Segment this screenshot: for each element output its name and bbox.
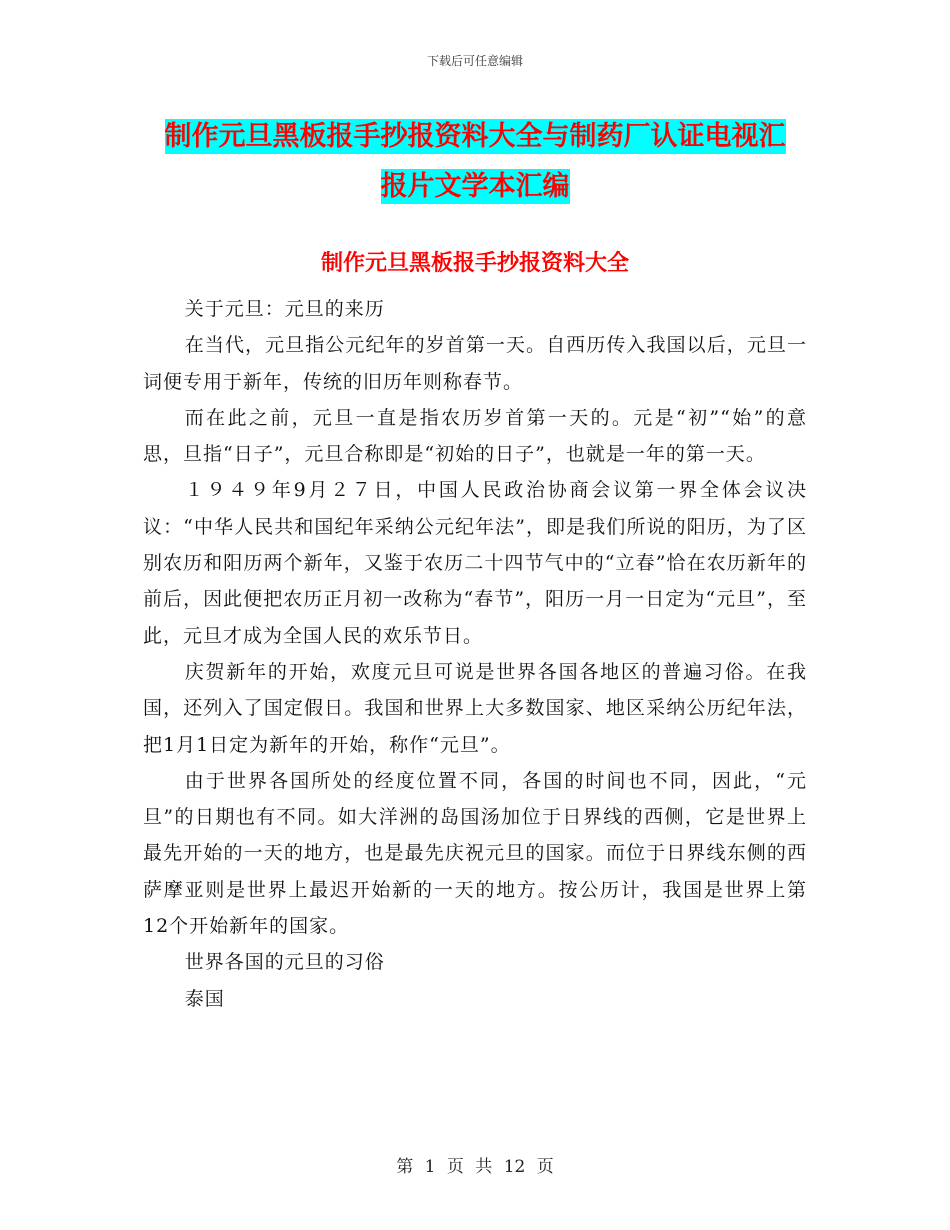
body-paragraph: 泰国 [184,987,225,1010]
document-body [143,291,807,1017]
document-title-line-1: 制作元旦黑板报手抄报资料大全与制药厂认证电视汇 [164,121,786,152]
body-paragraph: 由于世界各国所处的经度位置不同，各国的时间也不同，因此，“元旦”的日期也有不同。如大洋洲的岛国汤加位于日界线的西侧，它是世界上最先开始的一天的地方，也是最先庆祝元旦的国家。而位于日界线东侧的西萨摩亚则是世界上最迟开始新的一天的地方。按公历计，我国是世界上第12个开始新年的国家。 [143,769,807,938]
body-paragraph: 世界各国的元旦的习俗 [184,951,385,974]
body-paragraph: １９４９年9月２７日，中国人民政治协商会议第一界全体会议决议：“中华人民共和国纪年采纳公元纪年法”，即是我们所说的阳历，为了区别农历和阳历两个新年，又鉴于农历二十四节气中的“立春”恰在农历新年的前后，因此便把农历正月初一改称为“春节”，阳历一月一日定为“元旦”，至此，元旦才成为全国人民的欢乐节日。 [143,479,807,647]
body-paragraph: 在当代，元旦指公元纪年的岁首第一天。自西历传入我国以后，元旦一词便专用于新年，传统的旧历年则称春节。 [143,334,807,393]
body-paragraph: 庆贺新年的开始，欢度元旦可说是世界各国各地区的普遍习俗。在我国，还列入了国定假日。我国和世界上大多数国家、地区采纳公历纪年法，把1月1日定为新年的开始，称作“元旦”。 [143,660,807,756]
page-header-note: 下载后可任意编辑 [426,54,523,68]
document-title [142,112,808,212]
section-heading: 制作元旦黑板报手抄报资料大全 [320,251,629,276]
document-title-line-2: 报片文学本汇编 [380,171,570,202]
body-paragraph: 关于元旦：元旦的来历 [184,298,385,320]
body-paragraph: 而在此之前，元旦一直是指农历岁首第一天的。元是“初”“始”的意思，旦指“日子”，元旦合称即是“初始的日子”，也就是一年的第一天。 [143,406,807,466]
page-number-footer: 第 1 页 共 12 页 [396,1157,554,1177]
